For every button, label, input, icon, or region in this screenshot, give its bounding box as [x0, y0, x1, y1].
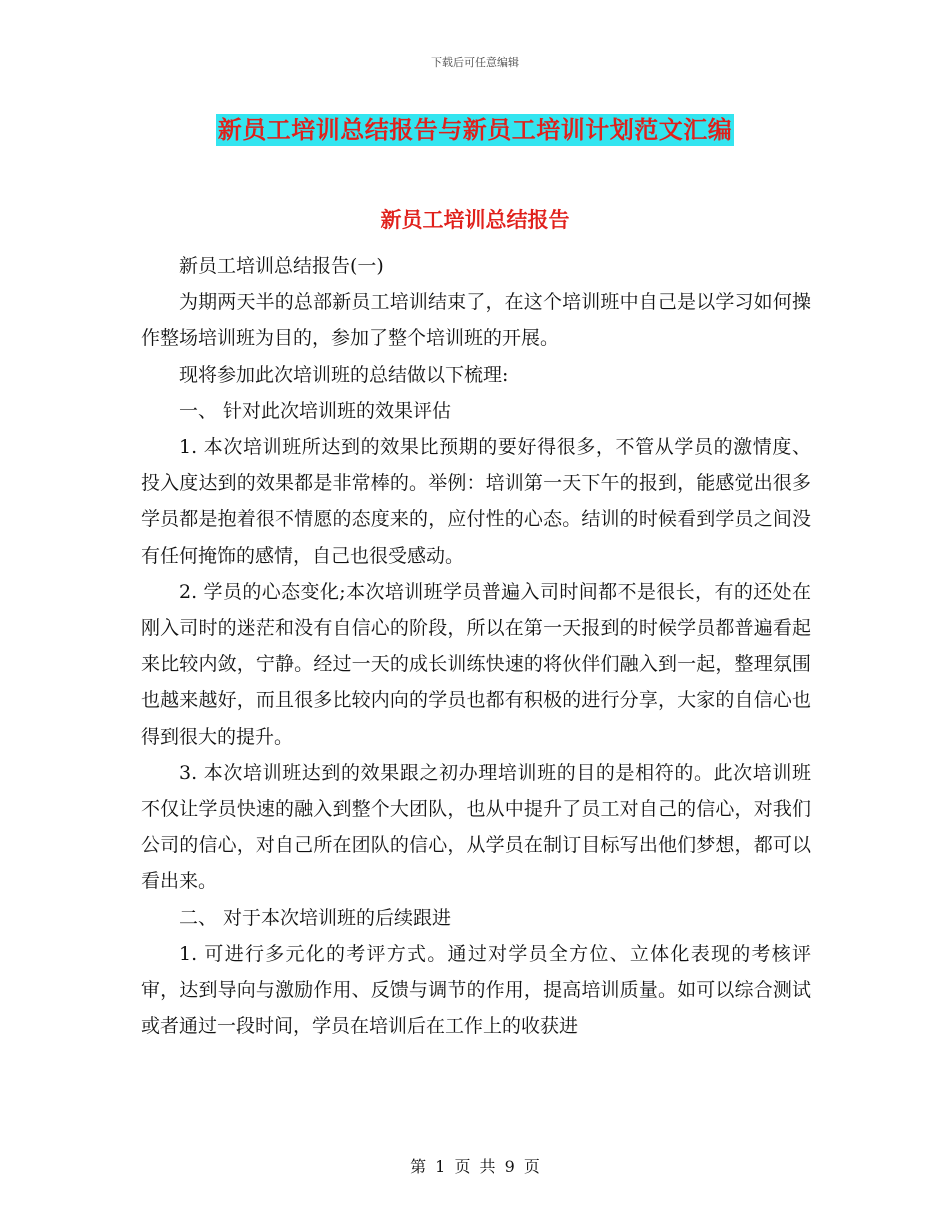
paragraph: 新员工培训总结报告(一)	[179, 255, 384, 277]
section-title: 新员工培训总结报告	[380, 208, 570, 232]
page-footer: 第 1 页 共 9 页	[410, 1157, 540, 1176]
paragraph: 1. 可进行多元化的考评方式。通过对学员全方位、立体化表现的考核评审，达到导向与激励作用、反馈与调节的作用，提高培训质量。如可以综合测试或者通过一段时间，学员在培训后在工作上的收获进	[141, 942, 811, 1038]
paragraph: 1. 本次培训班所达到的效果比预期的要好得很多，不管从学员的激情度、投入度达到的效果都是非常棒的。举例：培训第一天下午的报到，能感觉出很多学员都是抱着很不情愿的态度来的，应付性的心态。结训的时候看到学员之间没有任何掩饰的感情，自己也很受感动。	[141, 436, 811, 567]
paragraph: 3. 本次培训班达到的效果跟之初办理培训班的目的是相符的。此次培训班不仅让学员快速的融入到整个大团队，也从中提升了员工对自己的信心，对我们公司的信心，对自己所在团队的信心，从学员在制订目标写出他们梦想，都可以看出来。	[141, 761, 811, 893]
paragraph: 2. 学员的心态变化;本次培训班学员普遍入司时间都不是很长，有的还处在刚入司时的迷茫和没有自信心的阶段，所以在第一天报到的时候学员都普遍看起来比较内敛，宁静。经过一天的成长训练快速的将伙伴们融入到一起，整理氛围也越来越好，而且很多比较内向的学员也都有积极的进行分享，大家的自信心也得到很大的提升。	[141, 580, 811, 748]
paragraph: 二、 对于本次培训班的后续跟进	[179, 906, 452, 929]
document-body	[141, 248, 811, 1044]
paragraph: 现将参加此次培训班的总结做以下梳理:	[179, 363, 509, 386]
header-note: 下载后可任意编辑	[431, 56, 519, 69]
document-title: 新员工培训总结报告与新员工培训计划范文汇编	[217, 116, 733, 144]
document-title-wrapper	[0, 114, 950, 146]
paragraph: 一、 针对此次培训班的效果评估	[179, 399, 452, 422]
paragraph: 为期两天半的总部新员工培训结束了，在这个培训班中自己是以学习如何操作整场培训班为目的，参加了整个培训班的开展。	[141, 291, 811, 350]
